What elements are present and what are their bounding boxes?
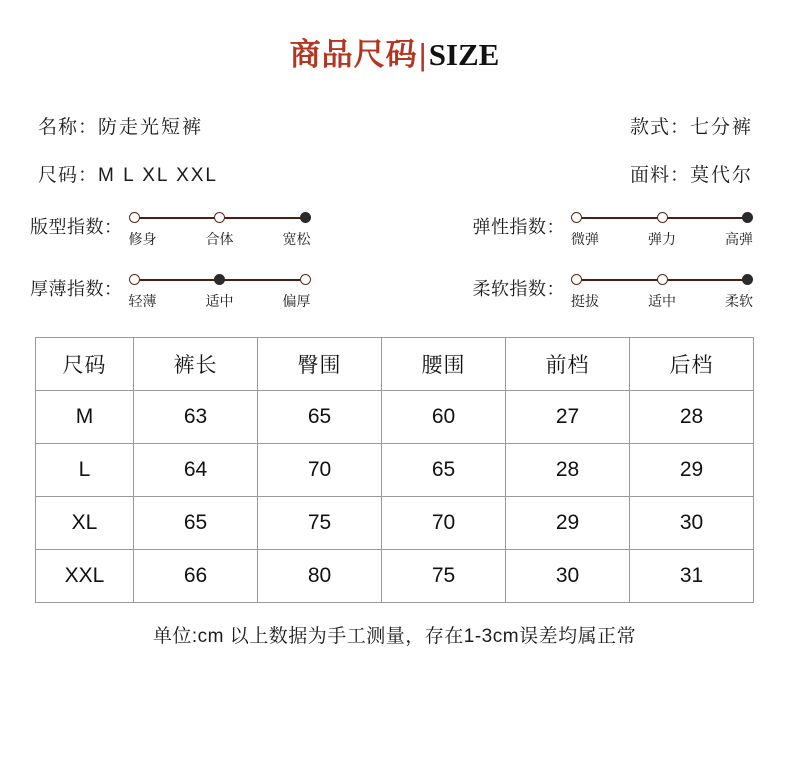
info-name-label: 名称： xyxy=(38,117,99,139)
info-name xyxy=(38,112,203,139)
gauge-dot-0 xyxy=(571,274,582,285)
gauge-dot-2 xyxy=(300,212,311,223)
gauge-ticks xyxy=(129,229,311,249)
gauge-dot-1 xyxy=(657,274,668,285)
gauge-tick-1: 适中 xyxy=(205,293,234,310)
table-cell: 63 xyxy=(134,391,258,444)
gauge-dot-1 xyxy=(214,212,225,223)
table-row xyxy=(36,550,754,603)
gauge-dot-2 xyxy=(300,274,311,285)
measurement-note: 单位:cm 以上数据为手工测量，存在1-3cm误差均属正常 xyxy=(152,626,637,648)
info-sizes xyxy=(38,160,218,187)
info-name-value: 防走光短裤 xyxy=(98,117,204,139)
info-fabric-value: 莫代尔 xyxy=(689,165,753,187)
title-text xyxy=(290,38,500,72)
info-sizes-label: 尺码： xyxy=(38,165,99,187)
table-header-cell: 前档 xyxy=(506,338,630,391)
gauge-tick-1: 适中 xyxy=(648,293,676,310)
gauge-tick-1: 弹力 xyxy=(648,231,676,248)
table-cell: 30 xyxy=(506,550,630,603)
table-cell-size: XXL xyxy=(36,550,134,603)
table-cell: 65 xyxy=(382,444,506,497)
meter-fit xyxy=(30,209,311,249)
table-header-cell: 臀围 xyxy=(258,338,382,391)
meter-row xyxy=(30,209,753,249)
table-header-cell: 腰围 xyxy=(382,338,506,391)
info-sizes-value: M L XL XXL xyxy=(98,165,218,187)
meter-row xyxy=(30,271,753,311)
gauge-line xyxy=(129,209,311,227)
table-cell: 80 xyxy=(258,550,382,603)
gauge-dot-1 xyxy=(657,212,668,223)
table-cell: 31 xyxy=(630,550,754,603)
meter-thickness-label: 厚薄指数： xyxy=(30,279,123,300)
meter-elasticity-gauge xyxy=(571,209,753,249)
table-cell: 65 xyxy=(134,497,258,550)
size-table xyxy=(35,337,754,603)
gauge-ticks xyxy=(571,229,753,249)
table-header-cell: 后档 xyxy=(630,338,754,391)
gauge-dot-0 xyxy=(571,212,582,223)
product-info xyxy=(0,112,789,187)
size-table-head xyxy=(36,338,754,391)
gauge-ticks xyxy=(129,291,311,311)
index-meters xyxy=(0,209,789,311)
meter-thickness-gauge xyxy=(129,271,311,311)
table-cell-size: L xyxy=(36,444,134,497)
info-fabric xyxy=(630,160,753,187)
table-cell: 70 xyxy=(258,444,382,497)
meter-thickness xyxy=(30,271,311,311)
table-header-row xyxy=(36,338,754,391)
gauge-dot-0 xyxy=(129,212,140,223)
info-row xyxy=(38,160,753,187)
table-header-cell: 裤长 xyxy=(134,338,258,391)
table-cell-size: M xyxy=(36,391,134,444)
table-cell: 75 xyxy=(258,497,382,550)
gauge-line xyxy=(129,271,311,289)
meter-softness-label: 柔软指数： xyxy=(472,279,565,300)
table-row xyxy=(36,497,754,550)
table-cell: 28 xyxy=(506,444,630,497)
info-style-label: 款式： xyxy=(629,117,690,139)
gauge-ticks xyxy=(571,291,753,311)
gauge-tick-0: 修身 xyxy=(128,231,157,248)
page-title xyxy=(0,0,789,72)
table-cell: 70 xyxy=(382,497,506,550)
meter-softness xyxy=(473,271,754,311)
gauge-dot-1 xyxy=(214,274,225,285)
gauge-tick-0: 轻薄 xyxy=(128,293,157,310)
info-row xyxy=(38,112,753,139)
table-row xyxy=(36,391,754,444)
gauge-line xyxy=(571,209,753,227)
table-cell: 65 xyxy=(258,391,382,444)
table-cell: 75 xyxy=(382,550,506,603)
table-cell: 64 xyxy=(134,444,258,497)
gauge-tick-2: 高弹 xyxy=(725,231,753,248)
title-separator: | xyxy=(418,37,428,72)
table-cell: 28 xyxy=(630,391,754,444)
gauge-dot-2 xyxy=(742,274,753,285)
gauge-tick-2: 偏厚 xyxy=(282,293,311,310)
meter-fit-label: 版型指数： xyxy=(30,217,123,238)
size-table-body xyxy=(36,391,754,603)
table-cell: 27 xyxy=(506,391,630,444)
table-cell: 29 xyxy=(630,444,754,497)
info-fabric-label: 面料： xyxy=(629,165,690,187)
gauge-line xyxy=(571,271,753,289)
table-cell: 29 xyxy=(506,497,630,550)
meter-fit-gauge xyxy=(129,209,311,249)
meter-softness-gauge xyxy=(571,271,753,311)
gauge-tick-0: 微弹 xyxy=(571,231,599,248)
info-style xyxy=(630,112,753,139)
title-en: SIZE xyxy=(428,37,500,72)
gauge-tick-0: 挺拔 xyxy=(571,293,599,310)
table-row xyxy=(36,444,754,497)
meter-elasticity xyxy=(473,209,754,249)
table-header-cell: 尺码 xyxy=(36,338,134,391)
table-cell: 30 xyxy=(630,497,754,550)
gauge-tick-2: 宽松 xyxy=(282,231,311,248)
table-cell: 66 xyxy=(134,550,258,603)
table-cell-size: XL xyxy=(36,497,134,550)
table-cell: 60 xyxy=(382,391,506,444)
gauge-tick-1: 合体 xyxy=(205,231,234,248)
gauge-dot-0 xyxy=(129,274,140,285)
meter-elasticity-label: 弹性指数： xyxy=(472,217,565,238)
gauge-dot-2 xyxy=(742,212,753,223)
info-style-value: 七分裤 xyxy=(689,117,753,139)
title-cn: 商品尺码 xyxy=(289,37,418,72)
size-table-wrap xyxy=(35,337,754,603)
gauge-tick-2: 柔软 xyxy=(725,293,753,310)
